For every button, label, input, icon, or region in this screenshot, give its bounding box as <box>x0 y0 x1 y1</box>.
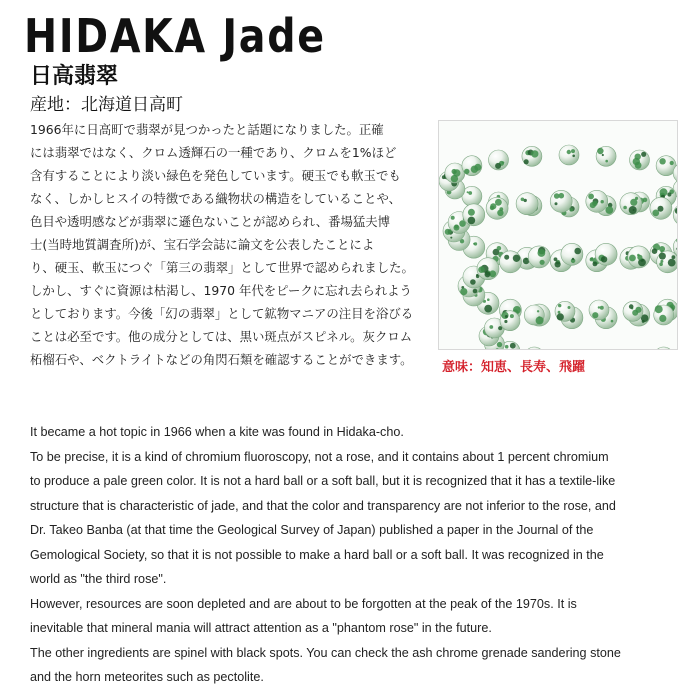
jp-line: なく、しかしヒスイの特徴である織物状の構造をしていることや、 <box>30 191 401 206</box>
meaning-label: 意味：知恵、長寿、飛躍 <box>442 360 586 375</box>
bead <box>654 305 674 325</box>
bead <box>500 311 520 331</box>
bead <box>486 197 508 219</box>
page-title: HIDAKA Jade <box>24 9 326 63</box>
jp-line: 1966年に日高町で翡翠が見つかったと話題になりました。正確 <box>30 122 384 137</box>
bead <box>550 190 572 212</box>
jp-line: 含有することにより淡い緑色を発色しています。硬玉でも軟玉でも <box>30 168 401 183</box>
bead <box>630 150 650 170</box>
en-line: However, resources are soon depleted and are about to be forgotten at the peak of the 1970s. It is <box>30 596 577 611</box>
bead <box>477 258 499 280</box>
bead <box>620 193 642 215</box>
japanese-title: 日高翡翠 <box>30 64 119 89</box>
bead <box>524 347 544 349</box>
bead <box>628 246 650 268</box>
jp-line: しかし、すぐに資源は枯渇し、1970 年代をピークに忘れ去られよう <box>30 283 412 298</box>
bead <box>499 251 521 273</box>
jp-line: 柘榴石や、ベクトライトなどの角閃石類を確認することができます。 <box>30 352 413 367</box>
bead <box>657 251 677 273</box>
en-line: Gemological Society, so that it is not possible to make a hard ball or a soft ball. It was recognized in the <box>30 547 604 562</box>
bead <box>559 145 579 165</box>
bead <box>463 204 485 226</box>
bead <box>595 243 617 265</box>
jp-line: としております。今後「幻の翡翠」として鉱物マニアの注目を浴びる <box>30 306 414 321</box>
bead <box>489 150 509 170</box>
jp-line: には翡翠ではなく、クロム透輝石の一種であり、クロムを1%ほど <box>30 145 397 160</box>
bead <box>586 190 608 212</box>
jp-line: 士(当時地質調査所)が、宝石学会誌に論文を公表したことによ <box>30 237 375 252</box>
bead <box>623 301 643 321</box>
en-line: structure that is characteristic of jade, and that the color and transparency are not inferior to the rose, and <box>30 498 616 513</box>
en-line: Dr. Takeo Banba (at that time the Geological Survey of Japan) published a paper in the Journal of the <box>30 523 594 537</box>
bracelet-photo <box>438 120 678 350</box>
bead <box>462 156 482 176</box>
jp-line: 色目や透明感などが翡翠に遜色ないことが認められ、番場猛夫博 <box>30 214 391 229</box>
bead <box>522 146 542 166</box>
bead <box>596 146 616 166</box>
bead <box>561 243 583 265</box>
en-line: and the horn meteorites such as pectolite. <box>30 670 264 684</box>
japanese-description <box>30 118 420 371</box>
en-line: to produce a pale green color. It is not a hard ball or a soft ball, but it is recognized that it has a textile-like <box>30 474 616 488</box>
en-line: inevitable that mineral mania will attract attention as a "phantom rose" in the future. <box>30 621 492 635</box>
bead <box>516 193 538 215</box>
bead <box>673 204 677 226</box>
bead <box>524 305 544 325</box>
english-description <box>30 420 690 690</box>
origin-label: 産地：北海道日高町 <box>30 95 183 115</box>
bead <box>589 300 609 320</box>
jp-line: り、硬玉、軟玉につぐ「第三の翡翠」として世界で認められました。 <box>30 260 414 275</box>
bead <box>555 301 575 321</box>
jade-bracelet-image <box>439 121 677 349</box>
bead <box>650 197 672 219</box>
bead <box>528 246 550 268</box>
bead <box>654 347 674 349</box>
jp-line: ことは必至です。他の成分としては、黒い斑点がスピネル。灰クロム <box>30 329 413 344</box>
en-line: To be precise, it is a kind of chromium fluoroscopy, not a rose, and it contains about 1 percent chromium <box>30 449 609 464</box>
en-line: world as "the third rose". <box>30 572 167 586</box>
en-line: It became a hot topic in 1966 when a kite was found in Hidaka-cho. <box>30 425 404 439</box>
en-line: The other ingredients are spinel with black spots. You can check the ash chrome grenade sandering stone <box>30 645 621 660</box>
